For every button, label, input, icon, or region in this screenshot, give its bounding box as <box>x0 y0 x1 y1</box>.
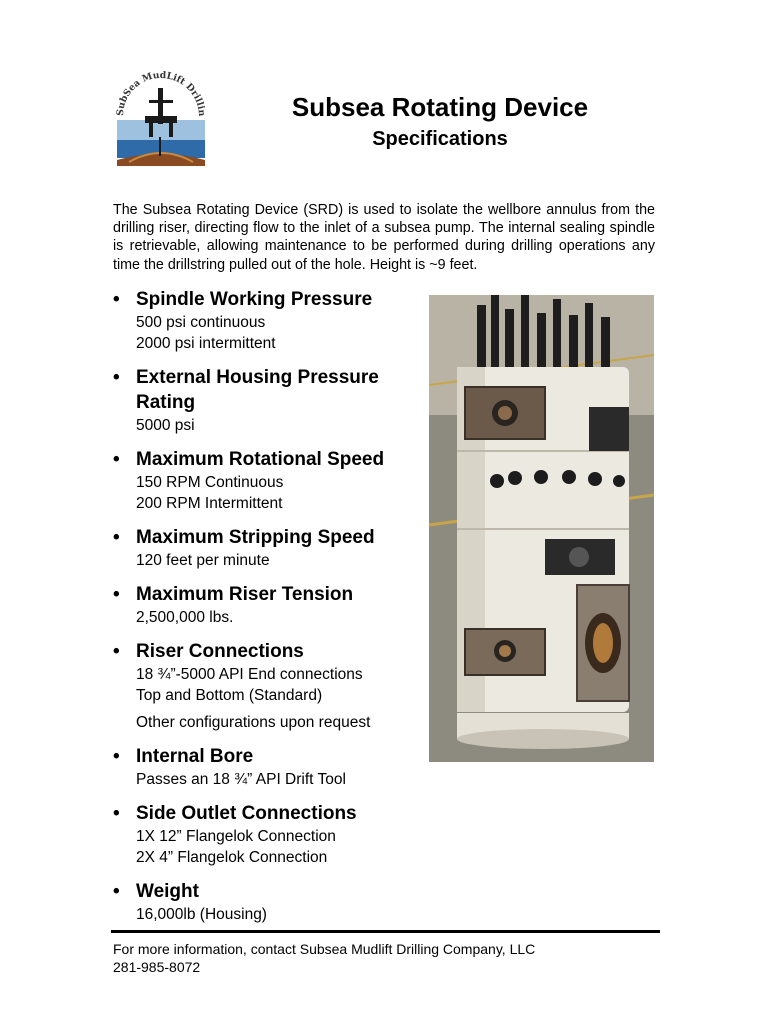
spec-title: Internal Bore <box>136 746 254 767</box>
spec-value: 500 psi continuous <box>136 314 266 331</box>
spec-title: Side Outlet Connections <box>136 803 357 824</box>
page-title: Subsea Rotating Device <box>291 92 589 122</box>
spec-value: 2000 psi intermittent <box>136 335 276 352</box>
spec-value: 1X 12” Flangelok Connection <box>136 828 336 845</box>
device-photo <box>429 295 654 762</box>
bullet: • <box>113 803 120 824</box>
spec-item <box>113 744 413 790</box>
spec-item <box>113 287 413 354</box>
spec-value: 120 feet per minute <box>136 552 270 569</box>
bullet: • <box>113 584 120 605</box>
spec-item <box>113 447 413 514</box>
spec-value: Top and Bottom (Standard) <box>136 687 323 704</box>
spec-title: Maximum Stripping Speed <box>136 527 375 548</box>
spec-title: Riser Connections <box>136 641 304 662</box>
spec-item <box>113 582 413 628</box>
footer-divider <box>111 930 660 933</box>
spec-value: 2X 4” Flangelok Connection <box>136 849 328 866</box>
bullet: • <box>113 449 120 470</box>
footer-phone: 281-985-8072 <box>113 959 201 975</box>
spec-value: Passes an 18 ¾” API Drift Tool <box>136 771 346 788</box>
bullet: • <box>113 367 120 388</box>
spec-value: 150 RPM Continuous <box>136 474 284 491</box>
spec-item <box>113 801 413 868</box>
spec-title: Spindle Working Pressure <box>136 289 373 310</box>
spec-item <box>113 639 413 733</box>
spec-title: Maximum Rotational Speed <box>136 449 385 470</box>
bullet: • <box>113 641 120 662</box>
bullet: • <box>113 527 120 548</box>
spec-title: Maximum Riser Tension <box>136 584 354 605</box>
spec-list <box>113 287 413 936</box>
spec-note: Other configurations upon request <box>136 714 371 731</box>
intro-paragraph: The Subsea Rotating Device (SRD) is used to isolate the wellbore annulus from the drilling riser, directing flow to the inlet of a subsea pump. The internal sealing spindle is retrievable, allowing maintenance to be performed during drilling operations any time the drillstring pulled out of the hole. Height is ~9 feet. <box>113 202 655 273</box>
spec-value: 2,500,000 lbs. <box>136 609 234 626</box>
footer <box>113 940 535 976</box>
spec-title: Weight <box>136 881 199 902</box>
spec-value: 200 RPM Intermittent <box>136 495 283 512</box>
spec-value: 18 ¾”-5000 API End connections <box>136 666 363 683</box>
company-logo <box>109 64 213 170</box>
spec-item <box>113 879 413 925</box>
spec-value: 16,000lb (Housing) <box>136 906 267 923</box>
page-subtitle: Specifications <box>372 128 508 150</box>
logo-text: SubSea MudLift Drillin <box>114 69 208 117</box>
spec-title: External Housing Pressure Rating <box>136 367 379 413</box>
spec-item <box>113 525 413 571</box>
bullet: • <box>113 289 120 310</box>
footer-contact: For more information, contact Subsea Mudlift Drilling Company, LLC <box>113 941 536 957</box>
spec-item <box>113 365 413 436</box>
bullet: • <box>113 881 120 902</box>
bullet: • <box>113 746 120 767</box>
spec-value: 5000 psi <box>136 417 195 434</box>
